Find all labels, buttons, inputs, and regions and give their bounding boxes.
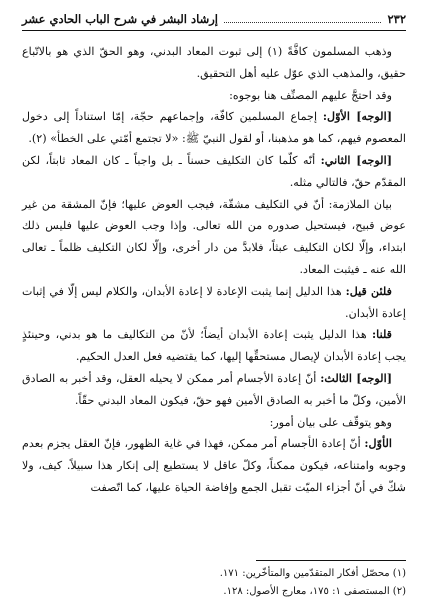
page-number: ٢٣٢ [387, 12, 406, 26]
footnote: (٢) المستصفى ١: ١٧٥، معارج الأصول: ١٢٨. [223, 586, 406, 597]
paragraph-lead: [الوجه] الأوّل: [322, 109, 392, 124]
paragraph-lead: الأوّل: [364, 436, 392, 451]
footnote-divider [256, 560, 406, 561]
paragraph [22, 41, 406, 85]
footnote: (١) محصّل أفكار المتقدّمين والمتأخّرين: ١٧١. [219, 568, 406, 579]
paragraph-lead: فلئن قيل: [345, 283, 392, 298]
footnotes [22, 560, 406, 601]
running-header [22, 10, 406, 31]
paragraph [22, 150, 406, 194]
paragraph-text: بيان الملازمة: أنّ في التكليف مشقّة، فيجب العوض عليها؛ فإنّ المشقة من غير عوض قبيح، فيستحيل صدوره من الله تعالى. وإذا وجب العوض عليها فليس ذلك ابتداء، وإلّا لكان التكليف عبثاً، فلابدَّ من دار أخرى، وإلّا لكان التكليف ظلماً ـ تعالى الله عنه ـ فيثبت المعاد. [22, 197, 406, 276]
paragraph-text: أنّ إعادة الأجسام أمر ممكن لا يحيله العقل، وقد أخبر به الصادق الأمين، وكلّ ما أخبر به الصادق الأمين فهو حقّ، فيكون المعاد البدني حقّاً. [22, 371, 406, 407]
paragraph-lead: قلنا: [372, 327, 392, 342]
main-text [22, 41, 406, 499]
paragraph-lead: [الوجه] الثاني: [320, 152, 392, 167]
paragraph [22, 433, 406, 498]
paragraph-text: أنّه كلّما كان التكليف حسناً ـ بل واجباً ـ كان المعاد ثابتاً، لكن المقدّم حقّ، فالتالي مثله. [22, 153, 406, 189]
paragraph [22, 106, 406, 150]
paragraph [22, 368, 406, 412]
header-dot-leader [224, 21, 381, 23]
paragraph-text: وذهب المسلمون كافَّةً (١) إلى ثبوت المعاد البدني، وهو الحقّ الذي هو بالاتّباع حقيق، والمذهب الذي عوّل عليه أهل التحقيق. [22, 45, 406, 80]
paragraph-text: هذا الدليل يثبت إعادة الأبدان أيضاً؛ لأنّ من التكاليف ما هو بدني، وحينئذٍ يجب إعادة الأبدان لإيصال مستحقِّها إليها، كما يقتضيه فعل العدل الحكيم. [22, 328, 406, 364]
paragraph-text: هذا الدليل إنما يثبت الإعادة لا إعادة الأبدان، والكلام ليس إلّا في إثبات إعادة الأبدان. [22, 284, 406, 320]
paragraph [22, 281, 406, 325]
paragraph-text: وقد احتجَّ عليهم المصنِّف هنا بوجوه: [229, 88, 392, 102]
paragraph [22, 412, 406, 434]
paragraph-text: أنّ إعادة الأجسام أمر ممكن، فهذا في غاية الظهور، فإنّ العقل يجزم بعدم وجوبه وامتناعه، فيكون ممكناً، وكلّ عاقل لا يستطيع إلى إنكار هذا سبيلاً. كيف، ولا شكّ في أنّ أجزاء الميّت تقبل الجمع وإفاضة الحياة عليها، كما اتّصفت [22, 437, 406, 494]
paragraph-text: إجماع المسلمين كافّة، وإجماعهم حجّة، إمّا استناداً إلى دخول المعصوم فيهم، كما هو مذهبنا، أو لقول النبيّ ﷺ: «لا تجتمع أمّتي على الخطأ» (٢). [22, 110, 406, 146]
book-page [22, 10, 406, 605]
paragraph [22, 85, 406, 107]
paragraph-text: وهو يتوقّف على بيان أمور: [269, 415, 392, 429]
paragraph-lead: [الوجه] الثالث: [320, 370, 392, 385]
paragraph [22, 324, 406, 368]
paragraph [22, 194, 406, 281]
running-title: إرشاد البشر في شرح الباب الحادي عشر [22, 12, 219, 26]
